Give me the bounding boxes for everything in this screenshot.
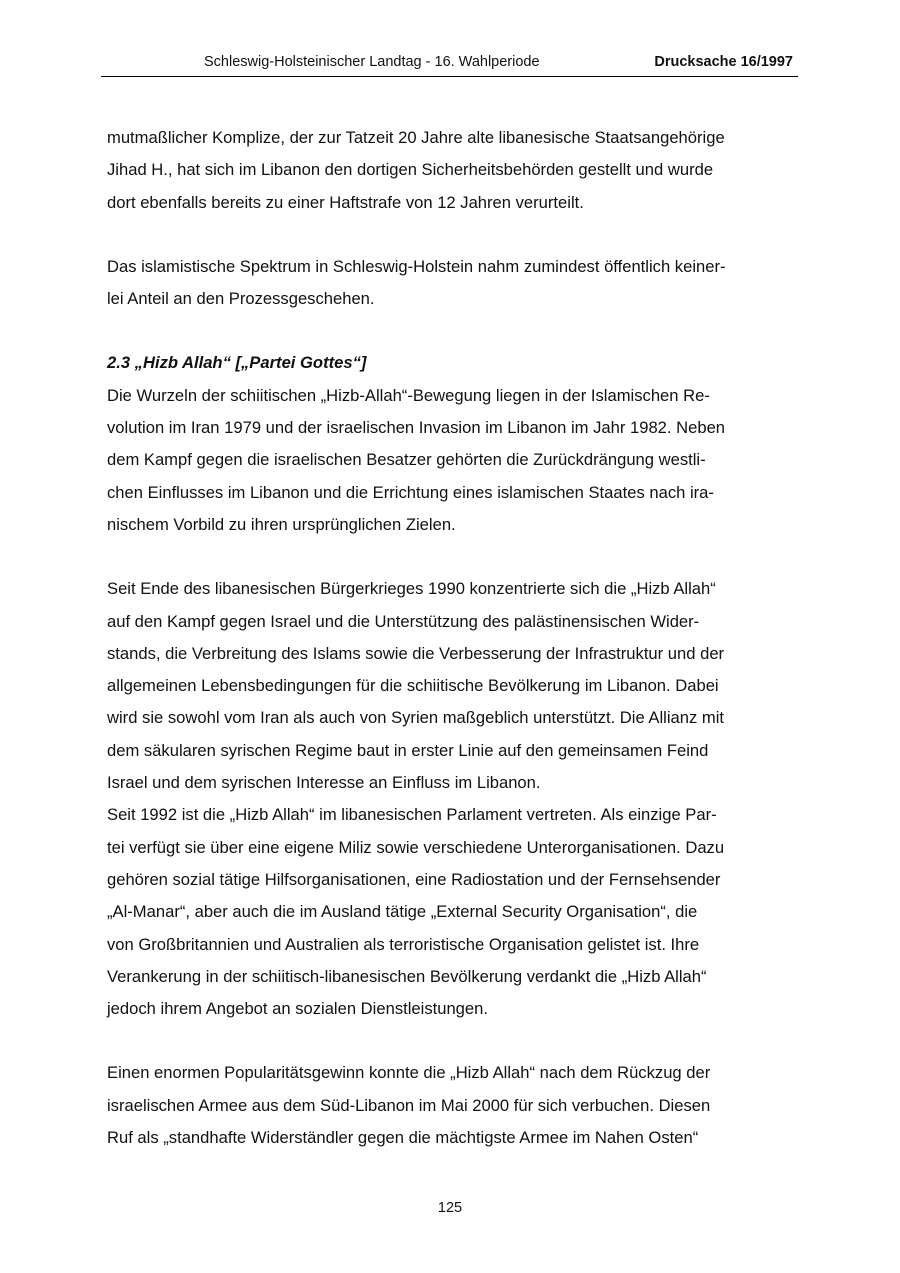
paragraph-spacer: [107, 219, 797, 251]
page-content: [107, 122, 797, 1154]
document-number: Drucksache 16/1997: [654, 54, 793, 70]
paragraph-spacer: [107, 1025, 797, 1057]
section-heading: 2.3 „Hizb Allah“ [„Partei Gottes“]: [107, 353, 367, 373]
paragraph-1: mutmaßlicher Komplize, der zur Tatzeit 20 Jahre alte libanesische Staatsangehörige Jihad H., hat sich im Libanon den dortigen Sicherheitsbehörden gestellt und wurde dort ebenfalls bereits zu einer Haftstrafe von 12 Jahren verurteilt.: [107, 128, 725, 212]
paragraph-spacer: [107, 541, 797, 573]
paragraph-5: Seit 1992 ist die „Hizb Allah“ im libanesischen Parlament vertreten. Als einzige Par- tei verfügt sie über eine eigene Miliz sowie verschiedene Unterorganisationen. Dazu gehören sozial tätige Hilfsorganisationen, eine Radiostation und der Fernsehsender „Al-Manar“, aber auch die im Ausland tätige „External Security Organisation“, die von Großbritannien und Australien als terroristische Organisation gelistet ist. Ihre Verankerung in der schiitisch-libanesischen Bevölkerung verdankt die „Hizb Allah“ jedoch ihrem Angebot an sozialen Dienstleistungen.: [107, 805, 725, 1019]
page-number: 125: [437, 1200, 463, 1216]
paragraph-4: Seit Ende des libanesischen Bürgerkrieges 1990 konzentrierte sich die „Hizb Allah“ auf den Kampf gegen Israel und die Unterstützung des palästinensischen Wider- stands, die Verbreitung des Islams sowie die Verbesserung der Infrastruktur und der allgemeinen Lebensbedingungen für die schiitische Bevölkerung im Libanon. Dabei wird sie sowohl vom Iran als auch von Syrien maßgeblich unterstützt. Die Allianz mit dem säkularen syrischen Regime baut in erster Linie auf den gemeinsamen Feind Israel und dem syrischen Interesse an Einfluss im Libanon.: [107, 579, 725, 793]
paragraph-spacer: [107, 315, 797, 347]
paragraph-3: Die Wurzeln der schiitischen „Hizb-Allah“-Bewegung liegen in der Islamischen Re- volution im Iran 1979 und der israelischen Invasion im Libanon im Jahr 1982. Neben dem Kampf gegen die israelischen Besatzer gehörten die Zurückdrängung westli- chen Einflusses im Libanon und die Errichtung eines islamischen Staates nach ira- nischem Vorbild zu ihren ursprünglichen Zielen.: [107, 385, 726, 534]
page-header: [101, 52, 798, 77]
paragraph-6: Einen enormen Popularitätsgewinn konnte die „Hizb Allah“ nach dem Rückzug der israelischen Armee aus dem Süd-Libanon im Mai 2000 für sich verbuchen. Diesen Ruf als „standhafte Widerständler gegen die mächtigste Armee im Nahen Osten“: [107, 1063, 711, 1148]
header-title: Schleswig-Holsteinischer Landtag - 16. Wahlperiode: [204, 54, 540, 70]
paragraph-2: Das islamistische Spektrum in Schleswig-Holstein nahm zumindest öffentlich keiner- lei Anteil an den Prozessgeschehen.: [107, 256, 726, 309]
